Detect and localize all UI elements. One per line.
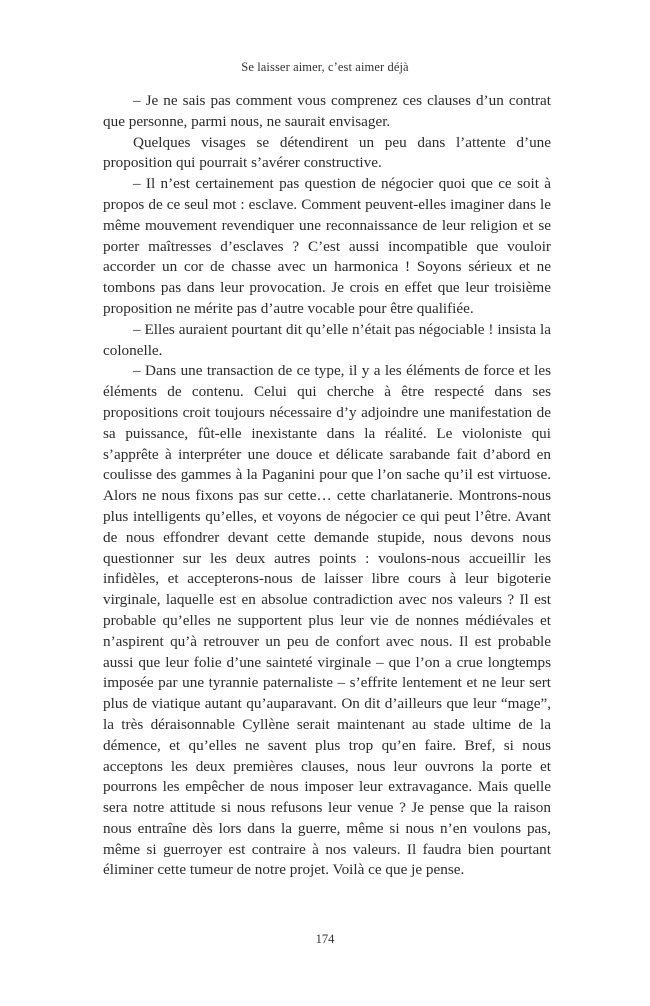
paragraph: – Je ne sais pas comment vous comprenez ces clauses d’un contrat que personne, parmi nous, ne saurait envisager. (103, 92, 551, 130)
paragraph: – Il n’est certainement pas question de négocier quoi que ce soit à propos de ce seul mot : esclave. Comment peuvent-elles imaginer dans le même mouvement revendiquer une reconnaissance de leur religion et se porter maîtresses d’esclaves ? C’est aussi incompatible que vouloir accorder un cor de chasse avec un harmonica ! Soyons sérieux et ne tombons pas dans leur provocation. Je crois en effet que leur troisième proposition ne mérite pas d’autre vocable pour être qualifiée. (103, 175, 551, 317)
page-number: 174 (315, 932, 335, 946)
paragraph: – Dans une transaction de ce type, il y a les éléments de force et les éléments de contenu. Celui qui cherche à être respecté dans ses propositions croit toujours nécessaire d’y adjoindre une manifestation de sa puissance, fût-elle inexistante dans la réalité. Le violoniste qui s’apprête à interpréter une douce et délicate sarabande fait d’abord en coulisse des gammes à la Paganini pour que l’on sache qu’il est virtuose. Alors ne nous fixons pas sur cette… cette charlatanerie. Montrons-nous plus intelligents qu’elles, et voyons de négocier ce qui peut l’être. Avant de nous effondrer devant cette demande stupide, nous devons nous questionner sur les deux autres points : voulons-nous accueillir les infidèles, et accepterons-nous de laisser libre cours à leur bigoterie virginale, laquelle est en absolue contradiction avec nos valeurs ? Il est probable qu’elles ne supportent plus leur vie de nonnes médiévales et n’aspirent qu’à retrouver un peu de confort avec nous. Il est probable aussi que leur folie d’une sainteté virginale – que l’on a crue longtemps imposée par une tyrannie paternaliste – s’effrite lentement et ne leur sert plus de viatique autant qu’auparavant. On dit d’ailleurs que leur “mage”, la très déraisonnable Cyllène serait maintenant au stade ultime de la démence, et qu’elles ne savent plus trop qu’en faire. Bref, si nous acceptons les deux premières clauses, nous leur ouvrons la porte et pourrons les empêcher de nous imposer leur extravagance. Mais quelle sera notre attitude si nous refusons leur venue ? Je pense que la raison nous entraîne dès lors dans la guerre, même si nous n’en voulons pas, même si guerroyer est contraire à nos valeurs. Il faudra bien pourtant éliminer cette tumeur de notre projet. Voilà ce que je pense. (103, 362, 551, 879)
paragraph: – Elles auraient pourtant dit qu’elle n’était pas négociable ! insista la colonelle. (103, 320, 551, 359)
paragraph: Quelques visages se détendirent un peu dans l’attente d’une proposition qui pourrait s’avérer constructive. (103, 133, 551, 172)
body-text (103, 91, 551, 881)
running-head: Se laisser aimer, c’est aimer déjà (241, 60, 409, 74)
